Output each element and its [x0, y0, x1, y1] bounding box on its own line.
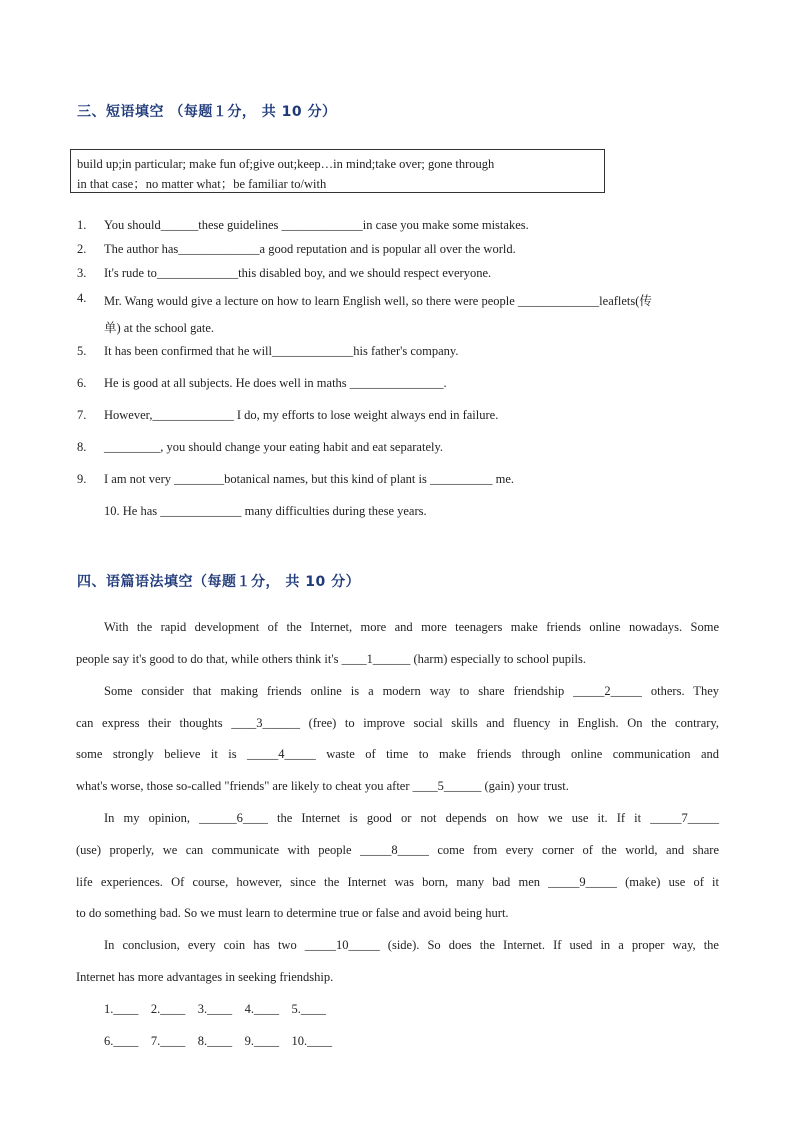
item-number: 4. — [77, 291, 87, 305]
passage-line: Internet has more advantages in seeking friendship. — [76, 970, 334, 984]
phrase-box-line1: build up;in particular; make fun of;give out;keep…in mind;take over; gone through — [77, 157, 495, 171]
answer-row: 1.____ 2.____ 3.____ 4.____ 5.____ — [104, 1002, 326, 1016]
item-number: 3. — [77, 266, 87, 280]
item-text: It has been confirmed that he will_____________his father's company. — [104, 344, 459, 358]
item-number: 6. — [77, 376, 87, 390]
section4-title: 四、语篇语法填空（每题１分， 共 10 分） — [77, 574, 361, 590]
answer-row: 6.____ 7.____ 8.____ 9.____ 10.____ — [104, 1034, 333, 1048]
passage-line: life experiences. Of course, however, since the Internet was born, many bad men _____9_____ (make) use of it — [76, 875, 719, 889]
item-text: _________, you should change your eating habit and eat separately. — [104, 440, 444, 454]
item-text: He is good at all subjects. He does well in maths _______________. — [104, 376, 447, 390]
passage-line: Some consider that making friends online is a modern way to share friendship _____2_____ others. They — [104, 684, 719, 698]
item-number: 8. — [77, 440, 87, 454]
passage-line: (use) properly, we can communicate with people _____8_____ come from every corner of the world, and share — [76, 843, 719, 857]
item-text-continued: 单) at the school gate. — [104, 321, 215, 335]
item-text: I am not very ________botanical names, but this kind of plant is __________ me. — [104, 472, 515, 486]
item-text: Mr. Wang would give a lecture on how to learn English well, so there were people _____________leaflets(传 — [104, 294, 652, 308]
item-text: The author has_____________a good reputation and is popular all over the world. — [104, 242, 516, 256]
passage-line: people say it's good to do that, while others think it's ____1______ (harm) especially to school pupils. — [76, 652, 586, 666]
passage-line: In my opinion, ______6____ the Internet is good or not depends on how we use it. If it _____7_____ — [104, 811, 719, 825]
passage-line: what's worse, those so-called "friends" are likely to cheat you after ____5______ (gain) your trust. — [76, 779, 569, 793]
passage-line: can express their thoughts ____3______ (free) to improve social skills and fluency in English. On the contrary, — [76, 716, 719, 730]
passage-line: some strongly believe it is _____4_____ waste of time to make friends through online communication and — [76, 747, 719, 761]
passage-line: In conclusion, every coin has two _____10_____ (side). So does the Internet. If used in a proper way, the — [104, 938, 719, 952]
item-number: 7. — [77, 408, 87, 422]
item-text: It's rude to_____________this disabled boy, and we should respect everyone. — [104, 266, 492, 280]
item-number: 5. — [77, 344, 87, 358]
item-number: 2. — [77, 242, 87, 256]
item-number: 9. — [77, 472, 87, 486]
phrase-box — [70, 149, 605, 193]
passage-line: With the rapid development of the Internet, more and more teenagers make friends online nowadays. Some — [104, 620, 719, 634]
item-number: 1. — [77, 218, 87, 232]
section3-title: 三、短语填空 （每题１分， 共 10 分） — [77, 104, 337, 120]
item-text: However,_____________ I do, my efforts to lose weight always end in failure. — [104, 408, 499, 422]
phrase-box-line2: in that case；no matter what；be familiar to/with — [77, 177, 327, 191]
item-text: 10. He has _____________ many difficulties during these years. — [104, 504, 427, 518]
item-text: You should______these guidelines _____________in case you make some mistakes. — [104, 218, 529, 232]
passage-line: to do something bad. So we must learn to determine true or false and avoid being hurt. — [76, 906, 509, 920]
